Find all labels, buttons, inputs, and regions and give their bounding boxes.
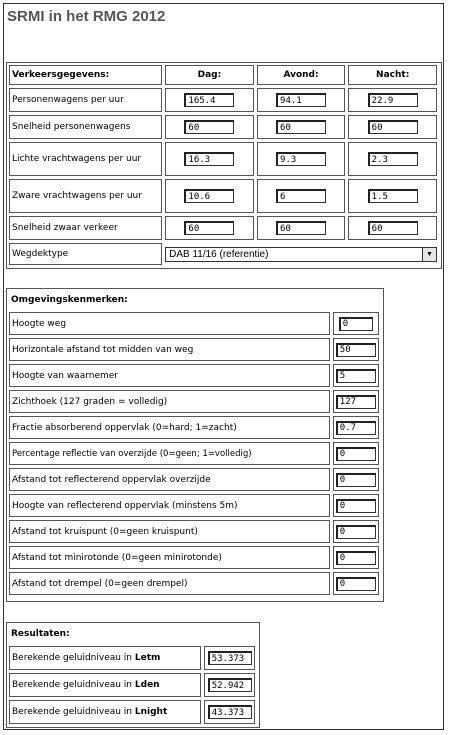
result-label-lnight: Berekende geluidniveau in Lnight: [9, 700, 201, 724]
row-label: Horizontale afstand tot midden van weg: [9, 338, 330, 361]
horizontale-afstand-input[interactable]: [336, 343, 376, 357]
row-label: Afstand tot reflecterend oppervlak overzijde: [9, 468, 330, 491]
personenwagens-avond-input[interactable]: [276, 93, 326, 107]
fractie-absorberend-input[interactable]: [336, 421, 376, 435]
row-label: Zware vrachtwagens per uur: [9, 179, 162, 213]
lnight-result-field[interactable]: [208, 705, 252, 719]
table-row: [9, 494, 379, 517]
lichte-vrachtwagens-nacht-input[interactable]: [368, 152, 418, 166]
afstand-reflecterend-input[interactable]: [336, 473, 376, 487]
table-row: [9, 216, 437, 240]
personenwagens-nacht-input[interactable]: [368, 93, 418, 107]
afstand-drempel-input[interactable]: [336, 577, 376, 591]
snelheid-zwaar-avond-input[interactable]: [276, 221, 326, 235]
row-label: Afstand tot drempel (0=geen drempel): [9, 572, 330, 595]
lichte-vrachtwagens-avond-input[interactable]: [276, 152, 326, 166]
table-row: [9, 179, 437, 213]
snelheid-zwaar-nacht-input[interactable]: [368, 221, 418, 235]
row-label: Afstand tot kruispunt (0=geen kruispunt): [9, 520, 330, 543]
afstand-minirotonde-input[interactable]: [336, 551, 376, 565]
traffic-table: [6, 62, 440, 268]
page-title: SRMI in het RMG 2012: [7, 8, 166, 25]
table-row: [9, 468, 379, 491]
table-row: [9, 673, 255, 697]
table-row: [9, 88, 437, 112]
result-label-letm: Berekende geluidniveau in Letm: [9, 646, 201, 670]
row-label: Snelheid zwaar verkeer: [9, 216, 162, 240]
chevron-down-icon[interactable]: ▼: [422, 248, 436, 261]
table-row: [9, 338, 379, 361]
percentage-reflectie-input[interactable]: [336, 447, 376, 461]
lichte-vrachtwagens-dag-input[interactable]: [184, 152, 234, 166]
result-label-lden: Berekende geluidniveau in Lden: [9, 673, 201, 697]
hoogte-reflecterend-input[interactable]: [336, 499, 376, 513]
row-label: Hoogte van waarnemer: [9, 364, 330, 387]
row-label: Hoogte van reflecterend oppervlak (minstens 5m): [9, 494, 330, 517]
afstand-kruispunt-input[interactable]: [336, 525, 376, 539]
results-header-row: [9, 625, 255, 643]
snelheid-zwaar-dag-input[interactable]: [184, 221, 234, 235]
table-row: [9, 364, 379, 387]
row-label: Snelheid personenwagens: [9, 115, 162, 139]
table-row: [9, 520, 379, 543]
table-row: [9, 646, 255, 670]
row-label: Fractie absorberend oppervlak (0=hard; 1=zacht): [9, 416, 330, 439]
zware-vrachtwagens-avond-input[interactable]: [276, 189, 326, 203]
results-table: [6, 622, 258, 727]
col-avond: Avond:: [257, 65, 346, 85]
table-row: [9, 416, 379, 439]
table-row: [9, 390, 379, 413]
letm-result-field[interactable]: [208, 651, 252, 665]
table-row: [9, 115, 437, 139]
col-nacht: Nacht:: [348, 65, 437, 85]
snelheid-personenwagens-dag-input[interactable]: [184, 120, 234, 134]
row-label: Percentage reflectie van overzijde (0=geen; 1=volledig): [9, 442, 330, 465]
hoogte-weg-input[interactable]: [339, 317, 373, 331]
env-header: Omgevingskenmerken:: [11, 295, 128, 305]
traffic-header: Verkeersgegevens:: [9, 65, 162, 85]
zichthoek-input[interactable]: [336, 395, 376, 409]
table-row: [9, 442, 379, 465]
table-row: [9, 546, 379, 569]
env-table: [6, 288, 382, 598]
zware-vrachtwagens-dag-input[interactable]: [184, 189, 234, 203]
personenwagens-dag-input[interactable]: [184, 93, 234, 107]
results-header: Resultaten:: [11, 629, 70, 639]
traffic-header-row: [9, 65, 437, 85]
row-label: Zichthoek (127 graden = volledig): [9, 390, 330, 413]
row-label: Hoogte weg: [9, 312, 330, 335]
road-label: Wegdektype: [9, 243, 162, 265]
table-row: [9, 700, 255, 724]
table-row: [9, 142, 437, 176]
snelheid-personenwagens-avond-input[interactable]: [276, 120, 326, 134]
row-label: Afstand tot minirotonde (0=geen minirotonde): [9, 546, 330, 569]
row-label: Lichte vrachtwagens per uur: [9, 142, 162, 176]
snelheid-personenwagens-nacht-input[interactable]: [368, 120, 418, 134]
zware-vrachtwagens-nacht-input[interactable]: [368, 189, 418, 203]
col-dag: Dag:: [165, 65, 254, 85]
row-label: Personenwagens per uur: [9, 88, 162, 112]
wegdektype-value: DAB 11/16 (referentie): [169, 248, 269, 260]
wegdektype-select[interactable]: [165, 247, 437, 262]
table-row: [9, 243, 437, 265]
table-row: [9, 572, 379, 595]
hoogte-waarnemer-input[interactable]: [336, 369, 376, 383]
env-header-row: [9, 291, 379, 309]
lden-result-field[interactable]: [208, 678, 252, 692]
table-row: [9, 312, 379, 335]
